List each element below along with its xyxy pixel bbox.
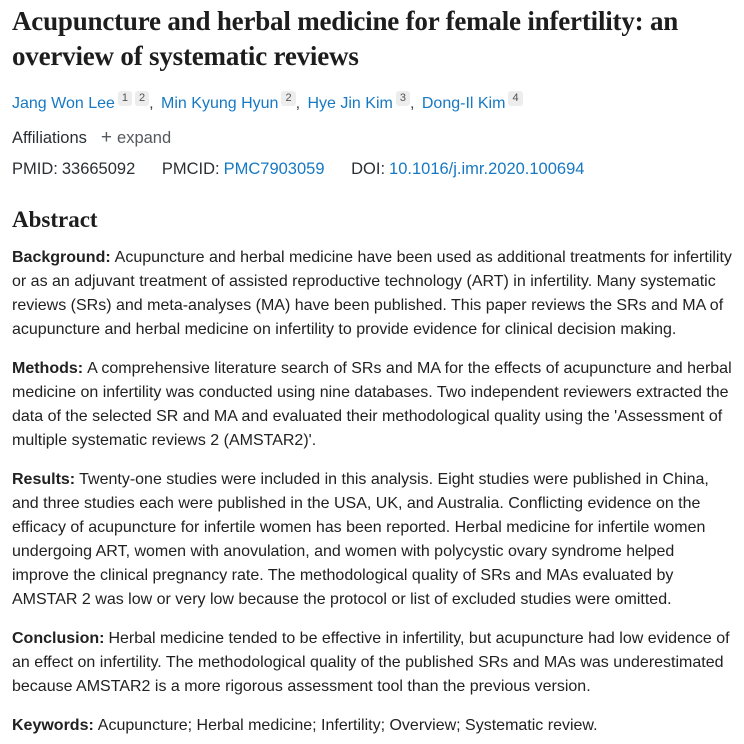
abstract-section-conclusion <box>12 627 732 699</box>
pmcid-group <box>162 160 325 178</box>
author-separator: , <box>149 95 154 112</box>
abstract-heading: Abstract <box>12 207 98 232</box>
author-link[interactable]: Hye Jin Kim <box>307 95 393 112</box>
section-text: A comprehensive literature search of SRs and MA for the effects of acupuncture and herbal medicine on infertility was conducted using nine databases. Two independent reviewers extracted the data of the selected SR and MA and evaluated their methodological quality using the 'Assessment of multiple systematic reviews 2 (AMSTAR2)'. <box>12 360 732 449</box>
affiliation-number-badge: 4 <box>508 91 522 106</box>
affiliations-label: Affiliations <box>12 129 87 147</box>
doi-group <box>351 160 584 178</box>
affiliations-row <box>12 127 732 149</box>
abstract-section-methods <box>12 357 732 453</box>
author-separator: , <box>409 95 415 112</box>
identifiers-row <box>12 158 732 180</box>
section-text: Acupuncture and herbal medicine have been used as additional treatments for infertility or as an adjuvant treatment of assisted reproductive technology (ART) in infertility. Many systematic reviews (SRs) and meta-analyses (MA) have been published. This paper reviews the SRs and MA of acupuncture and herbal medicine on infertility to provide evidence for clinical decision making. <box>12 249 732 338</box>
affiliation-number-badge: 1 <box>118 91 132 106</box>
abstract-section-keywords <box>12 714 732 738</box>
affiliation-number-badge: 2 <box>135 91 149 106</box>
section-label: Background: <box>12 249 111 266</box>
section-label: Conclusion: <box>12 630 105 647</box>
pmid-group <box>12 160 135 178</box>
plus-icon <box>101 127 112 149</box>
pmid-label: PMID: <box>12 160 58 178</box>
pmid-value: 33665092 <box>61 160 136 178</box>
abstract-section-background <box>12 246 732 342</box>
author-link[interactable]: Dong-Il Kim <box>421 95 506 112</box>
abstract-section-results <box>12 468 732 612</box>
section-text: Acupuncture; Herbal medicine; Infertility; Overview; Systematic review. <box>97 717 598 734</box>
section-text: Herbal medicine tended to be effective in infertility, but acupuncture had low evidence of an effect on infertility. The methodological quality of the published SRs and MAs was underestimated because AMSTAR2 is a more rigorous assessment tool than the previous version. <box>12 630 730 695</box>
pmcid-label: PMCID: <box>161 160 220 178</box>
pmcid-link[interactable]: PMC7903059 <box>223 160 325 178</box>
expand-affiliations-button[interactable] <box>101 127 171 149</box>
expand-label: expand <box>117 128 172 147</box>
author-list <box>12 94 732 114</box>
section-label: Methods: <box>12 360 84 377</box>
author <box>12 92 157 112</box>
author-link[interactable]: Jang Won Lee <box>12 95 115 112</box>
author <box>161 92 303 112</box>
doi-link[interactable]: 10.1016/j.imr.2020.100694 <box>389 160 585 178</box>
doi-label: DOI: <box>351 160 386 178</box>
affiliation-number-badge: 3 <box>396 91 410 106</box>
affiliation-number-badge: 2 <box>281 91 295 106</box>
section-label: Keywords: <box>12 717 94 734</box>
author-separator: , <box>295 95 301 112</box>
author <box>421 92 523 112</box>
section-label: Results: <box>12 471 76 488</box>
page-title: Acupuncture and herbal medicine for female infertility: an overview of systematic reviews <box>12 6 679 71</box>
section-text: Twenty-one studies were included in this analysis. Eight studies were published in China, and three studies each were published in the USA, UK, and Australia. Conflicting evidence on the efficacy of acupuncture for infertile women has been reported. Herbal medicine for infertile women undergoing ART, women with anovulation, and women with polycystic ovary syndrome helped improve the clinical pregnancy rate. The methodological quality of SRs and MAs evaluated by AMSTAR 2 was low or very low because the protocol or list of excluded studies were omitted. <box>12 471 709 608</box>
author <box>307 92 417 112</box>
author-link[interactable]: Min Kyung Hyun <box>161 95 279 112</box>
